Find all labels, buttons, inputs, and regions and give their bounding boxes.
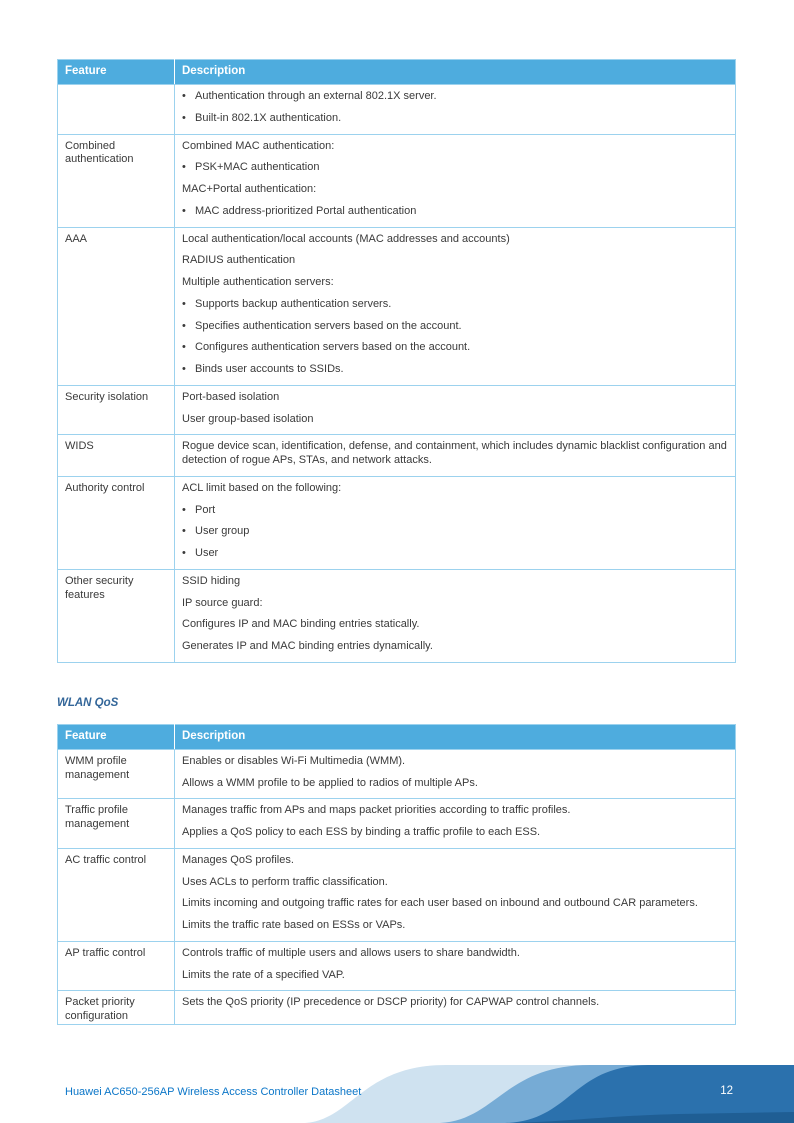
description-paragraph: Controls traffic of multiple users and allows users to share bandwidth. bbox=[182, 946, 520, 959]
description-paragraph: Manages QoS profiles. bbox=[182, 853, 294, 866]
description-paragraph: Configures IP and MAC binding entries statically. bbox=[182, 618, 420, 631]
bullet-icon: • bbox=[182, 503, 186, 516]
description-paragraph: Sets the QoS priority (IP precedence or DSCP priority) for CAPWAP control channels. bbox=[182, 996, 600, 1009]
bullet-icon: • bbox=[182, 90, 186, 102]
feature-cell: WIDS bbox=[58, 435, 175, 477]
table-row bbox=[58, 848, 736, 941]
bullet-icon: • bbox=[182, 341, 186, 354]
bullet-item bbox=[182, 161, 728, 175]
table-row bbox=[58, 476, 736, 569]
feature-cell: Authority control bbox=[58, 476, 175, 569]
description-paragraph: Applies a QoS policy to each ESS by binding a traffic profile to each ESS. bbox=[182, 826, 541, 838]
table-row bbox=[58, 385, 736, 435]
bullet-item bbox=[182, 504, 728, 518]
description-paragraph: Rogue device scan, identification, defense, and containment, which includes dynamic blacklist configuration and detection of rogue APs, STAs, and network attacks. bbox=[182, 440, 727, 466]
bullet-text: Supports backup authentication servers. bbox=[195, 297, 392, 310]
description-paragraph: IP source guard: bbox=[182, 596, 263, 609]
table-row bbox=[58, 569, 736, 662]
table-header-row bbox=[58, 60, 736, 85]
column-header-description: Description bbox=[175, 60, 736, 85]
table-header-row bbox=[58, 724, 736, 749]
bullet-icon: • bbox=[182, 319, 186, 332]
description-cell bbox=[175, 569, 736, 662]
table-row bbox=[58, 85, 736, 135]
bullet-item bbox=[182, 112, 728, 126]
table-row bbox=[58, 134, 736, 227]
table-row bbox=[58, 991, 736, 1025]
table-row bbox=[58, 435, 736, 477]
bullet-icon: • bbox=[182, 525, 186, 538]
description-paragraph: Manages traffic from APs and maps packet priorities according to traffic profiles. bbox=[182, 804, 571, 817]
description-paragraph: MAC+Portal authentication: bbox=[182, 183, 317, 195]
description-cell bbox=[175, 227, 736, 385]
bullet-item bbox=[182, 320, 728, 334]
description-paragraph: Uses ACLs to perform traffic classification. bbox=[182, 875, 388, 888]
table-row bbox=[58, 749, 736, 799]
description-paragraph: ACL limit based on the following: bbox=[182, 481, 342, 494]
description-paragraph: RADIUS authentication bbox=[182, 254, 296, 267]
footer-doc-title: Huawei AC650-256AP Wireless Access Controller Datasheet bbox=[65, 1086, 362, 1098]
feature-cell: Other security features bbox=[58, 569, 175, 662]
bullet-item bbox=[182, 363, 728, 377]
bullet-icon: • bbox=[182, 204, 186, 217]
bullet-text: Configures authentication servers based on the account. bbox=[195, 341, 471, 354]
description-cell bbox=[175, 749, 736, 799]
bullet-icon: • bbox=[182, 363, 186, 375]
description-paragraph: Combined MAC authentication: bbox=[182, 139, 335, 152]
security-features-table bbox=[57, 59, 736, 663]
page-content bbox=[57, 59, 736, 1025]
table-row bbox=[58, 941, 736, 991]
description-paragraph: Limits incoming and outgoing traffic rates for each user based on inbound and outbound CAR parameters. bbox=[182, 897, 698, 910]
feature-cell: Packet priority configuration bbox=[58, 991, 175, 1025]
description-cell bbox=[175, 435, 736, 477]
description-paragraph: Local authentication/local accounts (MAC addresses and accounts) bbox=[182, 232, 510, 245]
bullet-text: User bbox=[195, 547, 219, 559]
bullet-text: Port bbox=[195, 503, 216, 516]
bullet-text: Binds user accounts to SSIDs. bbox=[195, 363, 344, 375]
table-row bbox=[58, 799, 736, 849]
bullet-icon: • bbox=[182, 161, 186, 174]
section-heading: WLAN QoS bbox=[57, 696, 119, 709]
table-row bbox=[58, 227, 736, 385]
bullet-item bbox=[182, 341, 728, 355]
bullet-icon: • bbox=[182, 547, 186, 559]
bullet-text: Specifies authentication servers based on the account. bbox=[195, 319, 462, 332]
description-cell bbox=[175, 85, 736, 135]
bullet-item bbox=[182, 90, 728, 104]
bullet-text: Authentication through an external 802.1X server. bbox=[195, 90, 437, 102]
bullet-text: MAC address-prioritized Portal authentication bbox=[195, 204, 417, 217]
feature-cell: Combined authentication bbox=[58, 134, 175, 227]
feature-cell: AAA bbox=[58, 227, 175, 385]
column-header-feature: Feature bbox=[58, 724, 175, 749]
bullet-text: User group bbox=[195, 525, 250, 538]
description-paragraph: Enables or disables Wi-Fi Multimedia (WMM). bbox=[182, 754, 406, 767]
description-paragraph: Allows a WMM profile to be applied to radios of multiple APs. bbox=[182, 776, 478, 789]
description-paragraph: Limits the rate of a specified VAP. bbox=[182, 968, 345, 981]
description-paragraph: User group-based isolation bbox=[182, 412, 314, 425]
description-paragraph: Generates IP and MAC binding entries dynamically. bbox=[182, 640, 433, 652]
description-cell bbox=[175, 134, 736, 227]
description-paragraph: SSID hiding bbox=[182, 574, 241, 587]
bullet-item bbox=[182, 298, 728, 312]
feature-cell: AC traffic control bbox=[58, 848, 175, 941]
page-number: 12 bbox=[720, 1085, 733, 1097]
description-paragraph: Limits the traffic rate based on ESSs or VAPs. bbox=[182, 919, 406, 931]
feature-cell bbox=[58, 85, 175, 135]
bullet-icon: • bbox=[182, 297, 186, 310]
feature-cell: Security isolation bbox=[58, 385, 175, 435]
description-cell bbox=[175, 848, 736, 941]
bullet-item bbox=[182, 525, 728, 539]
bullet-text: Built-in 802.1X authentication. bbox=[195, 111, 342, 124]
feature-cell: WMM profile management bbox=[58, 749, 175, 799]
bullet-icon: • bbox=[182, 111, 186, 124]
wlan-qos-table bbox=[57, 724, 736, 1025]
bullet-item bbox=[182, 205, 728, 219]
description-cell bbox=[175, 799, 736, 849]
bullet-item bbox=[182, 547, 728, 561]
description-cell bbox=[175, 385, 736, 435]
column-header-description: Description bbox=[175, 724, 736, 749]
description-cell bbox=[175, 941, 736, 991]
feature-cell: AP traffic control bbox=[58, 941, 175, 991]
description-cell bbox=[175, 991, 736, 1025]
description-paragraph: Port-based isolation bbox=[182, 390, 280, 403]
bullet-text: PSK+MAC authentication bbox=[195, 161, 320, 174]
feature-cell: Traffic profile management bbox=[58, 799, 175, 849]
column-header-feature: Feature bbox=[58, 60, 175, 85]
description-paragraph: Multiple authentication servers: bbox=[182, 276, 334, 288]
description-cell bbox=[175, 476, 736, 569]
